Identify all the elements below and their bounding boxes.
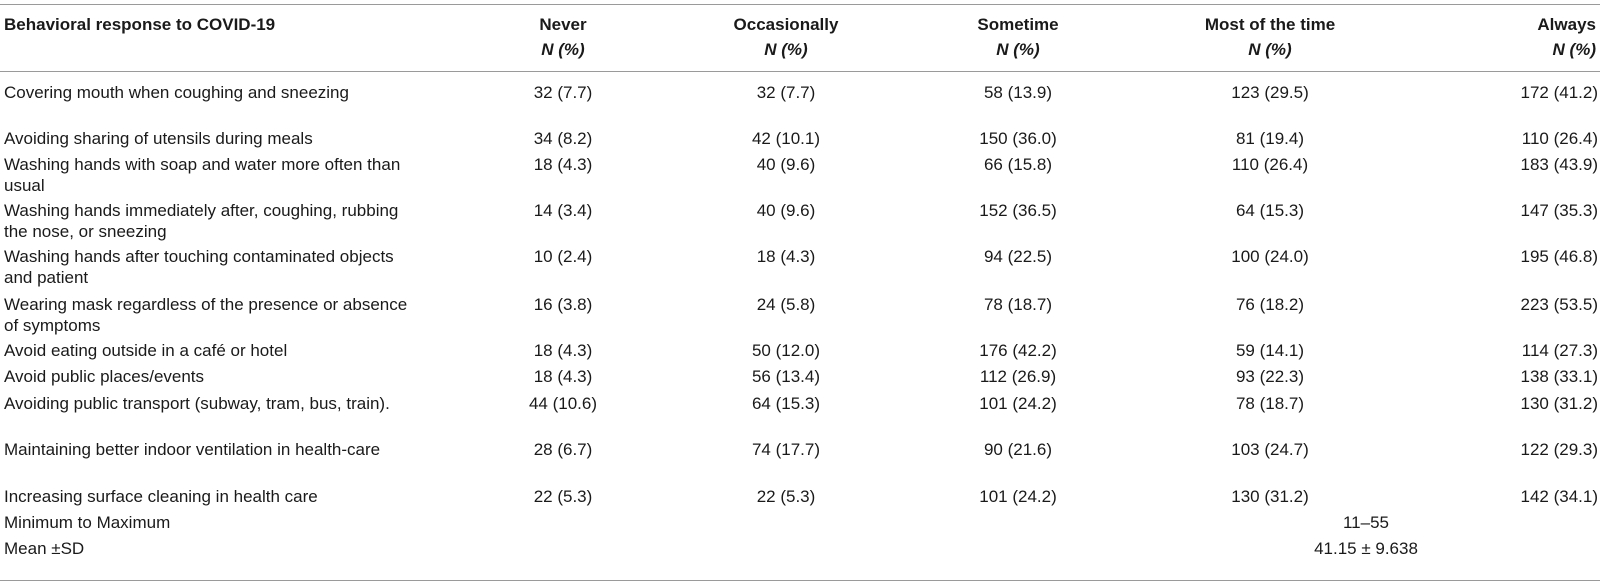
cell-sometime: 90 (21.6) (983, 440, 1053, 459)
cell-sometime: 176 (42.2) (979, 341, 1057, 360)
row-label: Washing hands immediately after, coughing, rubbing the nose, or sneezing (4, 201, 399, 241)
cell-occasionally: 64 (15.3) (751, 394, 821, 413)
header-most-of-the-time (1160, 12, 1380, 62)
cell-occasionally: 50 (12.0) (751, 341, 821, 360)
header-always (1537, 12, 1596, 62)
cell-never: 32 (7.7) (533, 83, 593, 102)
cell-always: 122 (29.3) (1520, 440, 1598, 459)
cell-most: 93 (22.3) (1235, 367, 1305, 386)
header-never (453, 12, 673, 62)
row-label: Avoiding public transport (subway, tram, bus, train). (4, 394, 390, 413)
row-label: Avoid eating outside in a café or hotel (4, 341, 288, 360)
table-top-rule (0, 4, 1600, 5)
cell-most: 123 (29.5) (1231, 83, 1309, 102)
row-label: Avoid public places/events (4, 367, 205, 386)
row-label: Washing hands with soap and water more often than usual (4, 155, 401, 195)
cell-never: 28 (6.7) (533, 440, 593, 459)
cell-most: 76 (18.2) (1235, 295, 1305, 314)
summary-mean-value: 41.15 ± 9.638 (1314, 539, 1418, 558)
header-occasionally-label: Occasionally (733, 15, 839, 34)
header-occasionally-n: N (%) (764, 40, 808, 59)
summary-mean-label: Mean ±SD (4, 539, 85, 558)
cell-most: 59 (14.1) (1235, 341, 1305, 360)
row-label: Washing hands after touching contaminated objects and patient (4, 247, 394, 287)
cell-sometime: 112 (26.9) (979, 367, 1057, 386)
cell-always: 195 (46.8) (1520, 247, 1598, 266)
cell-always: 223 (53.5) (1520, 295, 1598, 314)
cell-never: 22 (5.3) (533, 487, 593, 506)
cell-occasionally: 24 (5.8) (756, 295, 816, 314)
cell-sometime: 66 (15.8) (983, 155, 1053, 174)
header-always-n: N (%) (1552, 40, 1596, 59)
cell-occasionally: 40 (9.6) (756, 201, 816, 220)
header-never-label: Never (539, 15, 587, 34)
cell-never: 10 (2.4) (533, 247, 593, 266)
summary-min-max-value: 11–55 (1342, 513, 1389, 532)
cell-never: 34 (8.2) (533, 129, 593, 148)
cell-most: 110 (26.4) (1231, 155, 1309, 174)
cell-sometime: 150 (36.0) (979, 129, 1057, 148)
cell-sometime: 152 (36.5) (979, 201, 1057, 220)
cell-sometime: 94 (22.5) (983, 247, 1053, 266)
header-sometime-label: Sometime (977, 15, 1059, 34)
table-bottom-rule (0, 580, 1600, 581)
summary-min-max-label: Minimum to Maximum (4, 513, 171, 532)
cell-always: 130 (31.2) (1520, 394, 1598, 413)
cell-always: 142 (34.1) (1520, 487, 1598, 506)
header-never-n: N (%) (541, 40, 585, 59)
cell-always: 114 (27.3) (1521, 341, 1598, 360)
cell-most: 103 (24.7) (1231, 440, 1309, 459)
cell-occasionally: 74 (17.7) (751, 440, 821, 459)
cell-always: 110 (26.4) (1521, 129, 1598, 148)
cell-occasionally: 18 (4.3) (756, 247, 816, 266)
header-sometime (908, 12, 1128, 62)
cell-always: 147 (35.3) (1520, 201, 1598, 220)
cell-occasionally: 56 (13.4) (751, 367, 821, 386)
row-label: Increasing surface cleaning in health care (4, 487, 318, 506)
cell-never: 44 (10.6) (528, 394, 598, 413)
cell-never: 18 (4.3) (533, 367, 593, 386)
cell-never: 14 (3.4) (533, 201, 593, 220)
cell-never: 18 (4.3) (533, 155, 593, 174)
header-occasionally (676, 12, 896, 62)
cell-sometime: 58 (13.9) (983, 83, 1053, 102)
cell-most: 64 (15.3) (1235, 201, 1305, 220)
cell-sometime: 101 (24.2) (979, 487, 1057, 506)
row-label: Covering mouth when coughing and sneezing (4, 83, 349, 102)
cell-always: 183 (43.9) (1520, 155, 1598, 174)
table-header-rule (0, 71, 1600, 72)
cell-always: 172 (41.2) (1520, 83, 1598, 102)
cell-most: 81 (19.4) (1235, 129, 1305, 148)
cell-always: 138 (33.1) (1520, 367, 1598, 386)
cell-most: 130 (31.2) (1231, 487, 1309, 506)
cell-sometime: 78 (18.7) (983, 295, 1053, 314)
row-label: Maintaining better indoor ventilation in health-care (4, 440, 381, 459)
cell-occasionally: 22 (5.3) (756, 487, 816, 506)
cell-most: 100 (24.0) (1231, 247, 1309, 266)
header-always-label: Always (1537, 15, 1596, 34)
cell-most: 78 (18.7) (1235, 394, 1305, 413)
header-most-label: Most of the time (1204, 15, 1336, 34)
row-label: Wearing mask regardless of the presence or absence of symptoms (4, 295, 408, 335)
header-behavioral-response: Behavioral response to COVID-19 (4, 15, 276, 34)
header-most-n: N (%) (1248, 40, 1292, 59)
row-label: Avoiding sharing of utensils during meals (4, 129, 313, 148)
cell-occasionally: 32 (7.7) (756, 83, 816, 102)
cell-occasionally: 40 (9.6) (756, 155, 816, 174)
cell-occasionally: 42 (10.1) (751, 129, 821, 148)
cell-never: 18 (4.3) (533, 341, 593, 360)
cell-never: 16 (3.8) (533, 295, 593, 314)
header-sometime-n: N (%) (996, 40, 1040, 59)
cell-sometime: 101 (24.2) (979, 394, 1057, 413)
